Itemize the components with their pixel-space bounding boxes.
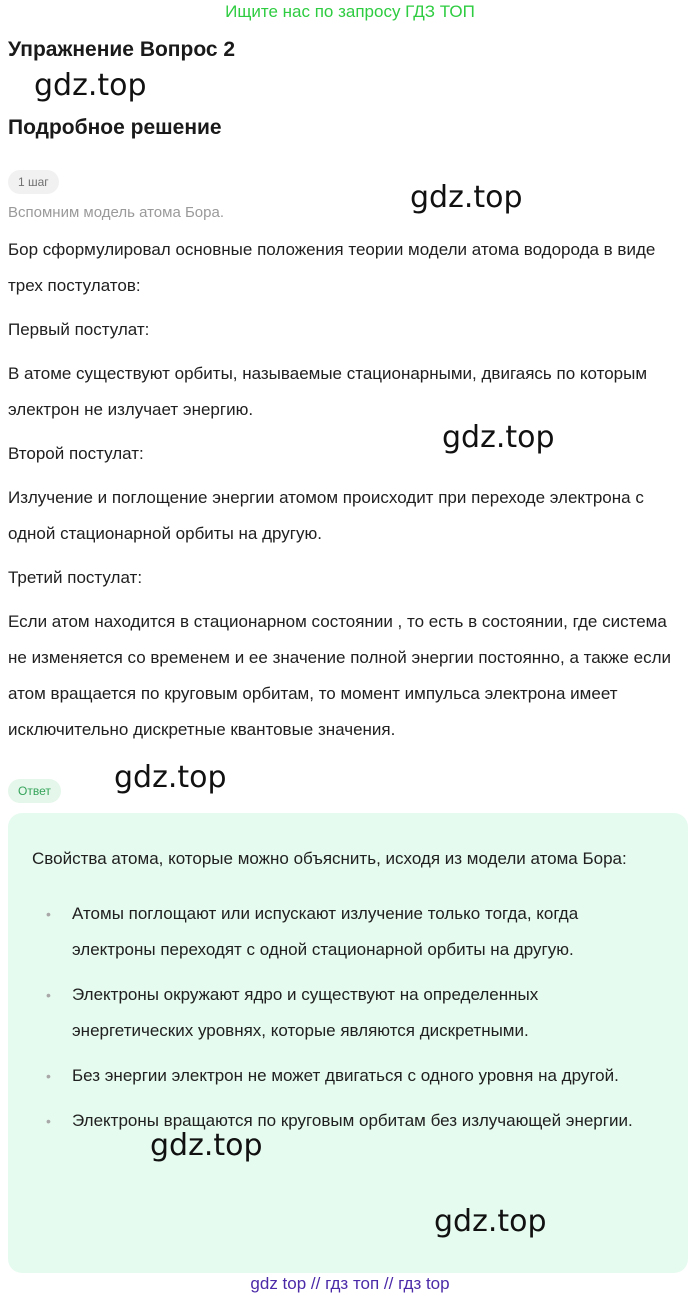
top-banner[interactable]: Ищите нас по запросу ГДЗ ТОП bbox=[225, 2, 475, 21]
watermark: gdz.top bbox=[442, 420, 555, 455]
solution-paragraph: Первый постулат: bbox=[8, 320, 150, 339]
section-title: Подробное решение bbox=[8, 116, 222, 139]
watermark: gdz.top bbox=[34, 68, 147, 103]
list-item bbox=[32, 896, 664, 968]
solution-paragraph: Второй постулат: bbox=[8, 444, 144, 463]
solution-paragraph: Бор сформулировал основные положения теории модели атома водорода в виде трех постулатов: bbox=[8, 240, 656, 295]
list-item bbox=[32, 1058, 664, 1094]
watermark: gdz.top bbox=[150, 1128, 263, 1163]
answer-badge: Ответ bbox=[8, 779, 61, 803]
exercise-title: Упражнение Вопрос 2 bbox=[8, 38, 236, 61]
answer-box bbox=[8, 813, 688, 1273]
list-item-text: Электроны окружают ядро и существуют на определенных энергетических уровнях, которые являются дискретными. bbox=[72, 985, 539, 1040]
list-item-text: Электроны вращаются по круговым орбитам без излучающей энергии. bbox=[72, 1111, 633, 1130]
solution-paragraph: В атоме существуют орбиты, называемые стационарными, двигаясь по которым электрон не излучает энергию. bbox=[8, 364, 648, 419]
bullet-icon: • bbox=[46, 906, 51, 922]
list-item-text: Атомы поглощают или испускают излучение только тогда, когда электроны переходят с одной стационарной орбиты на другую. bbox=[72, 904, 579, 959]
solution-paragraph: Излучение и поглощение энергии атомом происходит при переходе электрона с одной стационарной орбиты на другую. bbox=[8, 488, 644, 543]
list-item bbox=[32, 977, 664, 1049]
watermark: gdz.top bbox=[114, 760, 227, 795]
footer-links[interactable]: gdz top // гдз топ // гдз top bbox=[250, 1274, 450, 1293]
watermark: gdz.top bbox=[434, 1204, 547, 1239]
watermark: gdz.top bbox=[410, 180, 523, 215]
step-hint: Вспомним модель атома Бора. bbox=[8, 204, 224, 221]
bullet-icon: • bbox=[46, 987, 51, 1003]
solution-paragraph: Если атом находится в стационарном состоянии , то есть в состоянии, где система не изменяется со временем и ее значение полной энергии постоянно, а также если атом вращается по круговым орбитам, то момент импульса электрона имеет исключительно дискретные квантовые значения. bbox=[8, 612, 672, 739]
solution-text bbox=[8, 232, 688, 756]
bullet-icon: • bbox=[46, 1068, 51, 1084]
step-badge: 1 шаг bbox=[8, 170, 59, 194]
bullet-icon: • bbox=[46, 1113, 51, 1129]
answer-intro: Свойства атома, которые можно объяснить, исходя из модели атома Бора: bbox=[32, 849, 627, 868]
list-item bbox=[32, 1103, 664, 1139]
list-item-text: Без энергии электрон не может двигаться с одного уровня на другой. bbox=[72, 1066, 619, 1085]
solution-paragraph: Третий постулат: bbox=[8, 568, 143, 587]
answer-list bbox=[32, 896, 664, 1139]
